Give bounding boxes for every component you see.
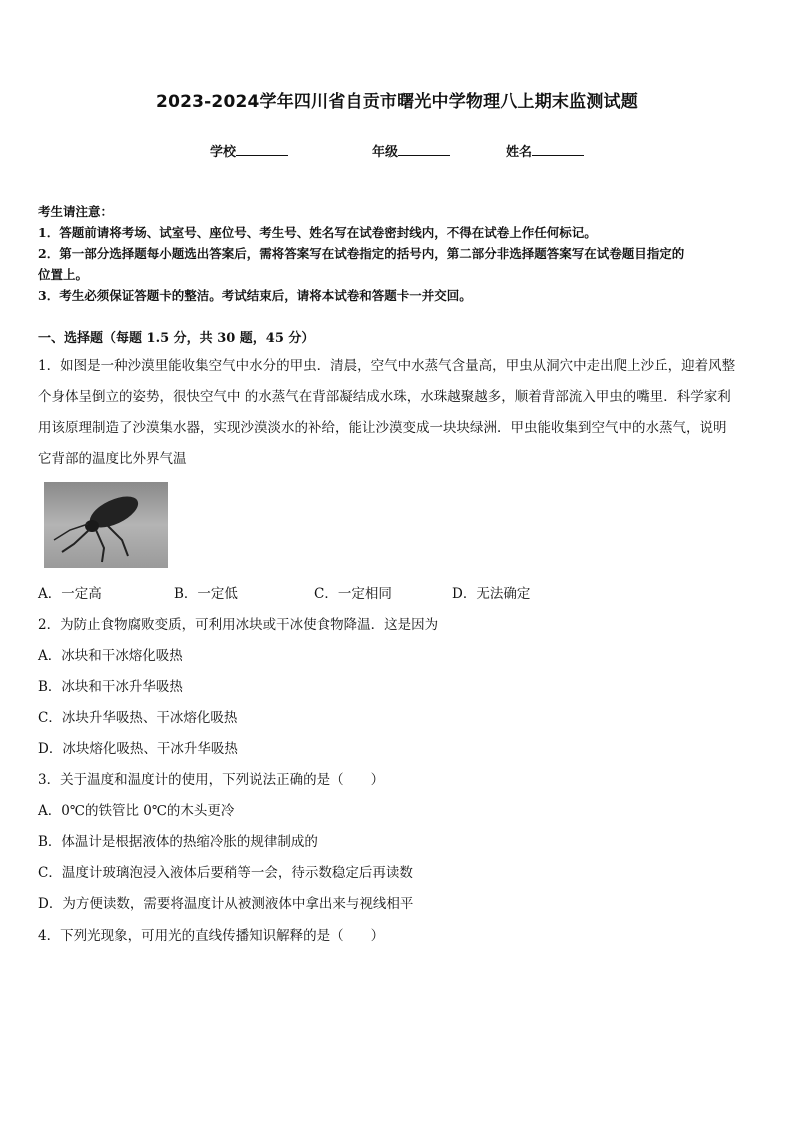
q3-option: B．体温计是根据液体的热缩冷胀的规律制成的 bbox=[38, 834, 318, 850]
beetle-photo bbox=[44, 482, 168, 568]
q2-stem: 2．为防止食物腐败变质，可利用冰块或干冰使食物降温．这是因为 bbox=[38, 617, 439, 633]
q2-option: A．冰块和干冰熔化吸热 bbox=[38, 648, 183, 664]
notice-item: 位置上。 bbox=[38, 267, 89, 282]
q1-line: 用该原理制造了沙漠集水器，实现沙漠淡水的补给，能让沙漠变成一块块绿洲．甲虫能收集到空气中的水蒸气，说明 bbox=[38, 420, 727, 436]
q1-line: 它背部的温度比外界气温 bbox=[38, 451, 187, 467]
q1-line: 个身体呈倒立的姿势，很快空气中 的水蒸气在背部凝结成水珠，水珠越聚越多，顺着背部流入甲虫的嘴里．科学家利 bbox=[38, 389, 731, 405]
page-title: 2023-2024学年四川省自贡市曙光中学物理八上期末监测试题 bbox=[156, 92, 638, 112]
q2-option: C．冰块升华吸热、干冰熔化吸热 bbox=[38, 710, 238, 726]
section-heading: 一、选择题（每题 1.5 分，共 30 题，45 分） bbox=[38, 331, 315, 346]
school-label: 学校 bbox=[210, 145, 237, 160]
q3-option: A．0℃的铁管比 0℃的木头更冷 bbox=[38, 803, 235, 819]
q3-option: C．温度计玻璃泡浸入液体后要稍等一会，待示数稳定后再读数 bbox=[38, 865, 413, 881]
school-field[interactable] bbox=[210, 141, 288, 160]
notice-item: 2．第一部分选择题每小题选出答案后，需将答案写在试卷指定的括号内，第二部分非选择题答案写在试卷题目指定的 bbox=[38, 246, 685, 261]
q1-option-d: D．无法确定 bbox=[452, 586, 531, 602]
grade-field[interactable] bbox=[372, 141, 450, 160]
q3-stem: 3．关于温度和温度计的使用，下列说法正确的是（ ） bbox=[38, 772, 385, 788]
notice-item: 1．答题前请将考场、试室号、座位号、考生号、姓名写在试卷密封线内，不得在试卷上作任何标记。 bbox=[38, 225, 597, 240]
q4-stem: 4．下列光现象，可用光的直线传播知识解释的是（ ） bbox=[38, 928, 385, 944]
notice-heading: 考生请注意： bbox=[38, 204, 114, 219]
q1-option-a: A．一定高 bbox=[38, 586, 102, 602]
notice-item: 3．考生必须保证答题卡的整洁。考试结束后，请将本试卷和答题卡一并交回。 bbox=[38, 288, 472, 303]
name-blank[interactable] bbox=[532, 143, 584, 156]
q2-option: B．冰块和干冰升华吸热 bbox=[38, 679, 183, 695]
name-label: 姓名 bbox=[506, 145, 533, 160]
q1-option-c: C．一定相同 bbox=[314, 586, 392, 602]
q1-line: 1．如图是一种沙漠里能收集空气中水分的甲虫．清晨，空气中水蒸气含量高，甲虫从洞穴中走出爬上沙丘，迎着风整 bbox=[38, 358, 736, 374]
grade-blank[interactable] bbox=[398, 143, 450, 156]
school-blank[interactable] bbox=[236, 143, 288, 156]
grade-label: 年级 bbox=[372, 145, 399, 160]
q1-option-b: B．一定低 bbox=[174, 586, 238, 602]
q3-option: D．为方便读数，需要将温度计从被测液体中拿出来与视线相平 bbox=[38, 896, 414, 912]
name-field[interactable] bbox=[506, 141, 584, 160]
q2-option: D．冰块熔化吸热、干冰升华吸热 bbox=[38, 741, 238, 757]
